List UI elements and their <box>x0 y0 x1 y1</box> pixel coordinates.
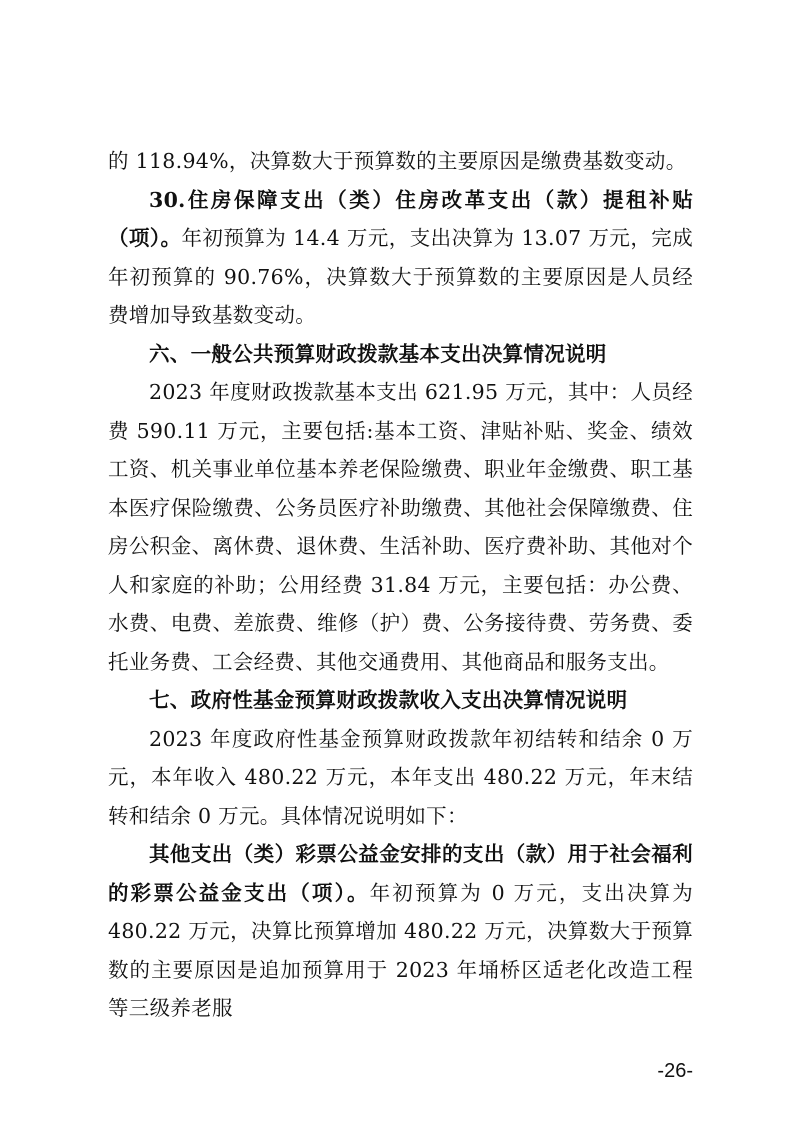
item-body-housing-subsidy: 年初预算为 14.4 万元，支出决算为 13.07 万元，完成年初预算的 90.76%，决算数大于预算数的主要原因是人员经费增加导致基数变动。 <box>108 226 694 327</box>
section-heading-7: 七、政府性基金预算财政拨款收入支出决算情况说明 <box>149 688 628 712</box>
item-body-lottery-fund: 年初预算为 0 万元，支出决算为 480.22 万元，决算比预算增加 480.22 万元，决算数大于预算数的主要原因是追加预算用于 2023 年埇桥区适老化改造工程等三级养老服 <box>108 880 694 1020</box>
paragraph-basic-expenditure: 2023 年度财政拨款基本支出 621.95 万元，其中：人员经费 590.11 万元，主要包括:基本工资、津贴补贴、奖金、绩效工资、机关事业单位基本养老保险缴费、职业年金缴费、职工基本医疗保险缴费、公务员医疗补助缴费、其他社会保障缴费、住房公积金、离休费、退休费、生活补助、医疗费补助、其他对个人和家庭的补助；公用经费 31.84 万元，主要包括：办公费、水费、电费、差旅费、维修（护）费、公务接待费、劳务费、委托业务费、工会经费、其他交通费用、其他商品和服务支出。 <box>108 380 693 674</box>
body-text <box>108 142 693 1028</box>
item-title-lottery-fund: 其他支出（类）彩票公益金安排的支出（款）用于社会福利的彩票公益金支出（项）。 <box>108 842 693 905</box>
item-title-housing-subsidy: 30.住房保障支出（类）住房改革支出（款）提租补贴（项）。 <box>108 187 693 250</box>
paragraph-lottery-fund <box>108 835 693 1028</box>
page-number: -26- <box>657 1060 693 1082</box>
paragraph-housing-subsidy <box>108 181 693 335</box>
paragraph-continuation: 的 118.94%，决算数大于预算数的主要原因是缴费基数变动。 <box>108 149 687 173</box>
section-heading-6: 六、一般公共预算财政拨款基本支出决算情况说明 <box>149 341 607 366</box>
paragraph-government-fund: 2023 年度政府性基金预算财政拨款年初结转和结余 0 万元，本年收入 480.22 万元，本年支出 480.22 万元，年末结转和结余 0 万元。具体情况说明如下： <box>108 726 693 828</box>
